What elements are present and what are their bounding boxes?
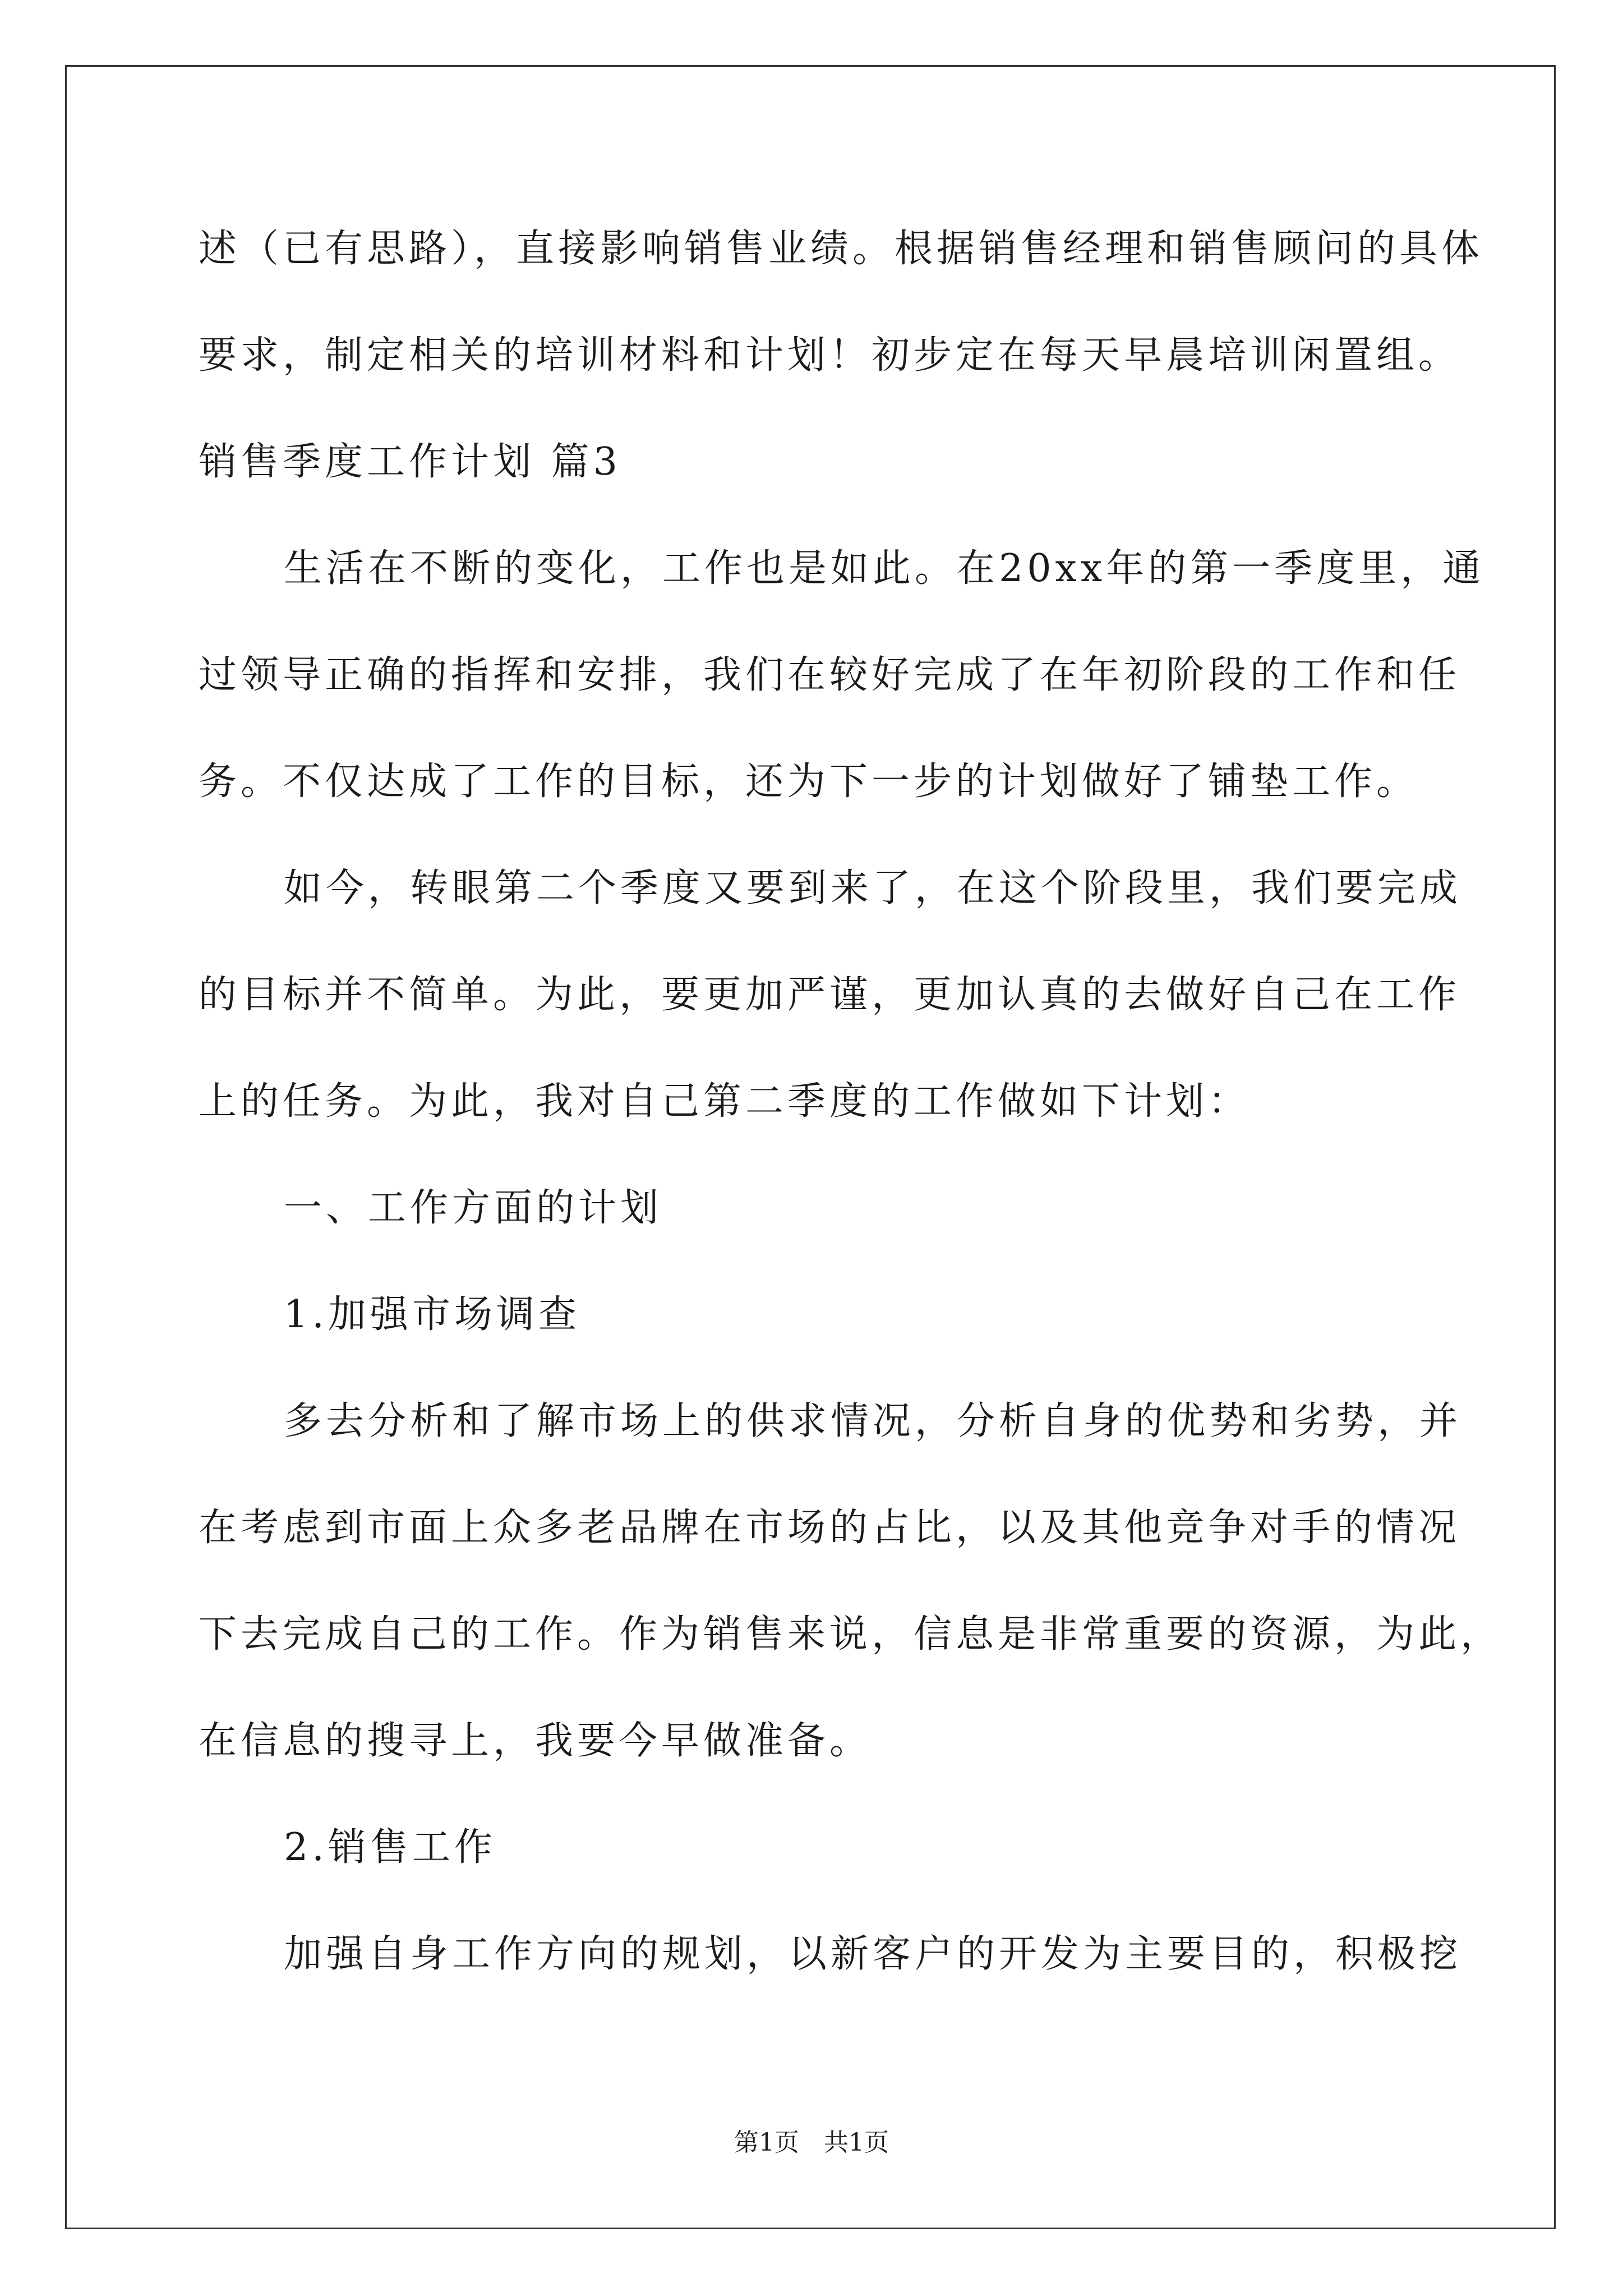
subheading-1: 一、工作方面的计划 [284,1186,663,1230]
page-border [65,65,1556,2229]
page-footer: 第1页 共1页 [734,2128,889,2157]
body-line-5: 务。不仅达成了工作的目标，还为下一步的计划做好了铺垫工作。 [199,760,1419,804]
body-line-2: 要求，制定相关的培训材料和计划！初步定在每天早晨培训闲置组。 [199,333,1461,378]
body-line-4: 过领导正确的指挥和安排，我们在较好完成了在年初阶段的工作和任 [199,653,1461,697]
body-line-12: 在信息的搜寻上，我要今早做准备。 [199,1719,872,1763]
body-line-11: 下去完成自己的工作。作为销售来说，信息是非常重要的资源，为此， [199,1612,1503,1657]
body-line-9: 多去分析和了解市场上的供求情况，分析自身的优势和劣势，并 [284,1399,1462,1443]
subheading-1-1: 1.加强市场调查 [284,1292,580,1337]
body-line-10: 在考虑到市面上众多老品牌在市场的占比，以及其他竞争对手的情况 [199,1506,1461,1550]
body-line-3: 生活在不断的变化，工作也是如此。在20xx年的第一季度里，通 [284,546,1485,591]
section-heading: 销售季度工作计划 篇3 [199,440,621,484]
body-line-7: 的目标并不简单。为此，要更加严谨，更加认真的去做好自己在工作 [199,973,1461,1017]
body-line-1: 述（已有思路），直接影响销售业绩。根据销售经理和销售顾问的具体 [199,227,1484,271]
body-line-13: 加强自身工作方向的规划，以新客户的开发为主要目的，积极挖 [284,1932,1462,1976]
body-line-8: 上的任务。为此，我对自己第二季度的工作做如下计划： [199,1079,1251,1124]
subheading-1-2: 2.销售工作 [284,1825,496,1870]
body-line-6: 如今，转眼第二个季度又要到来了，在这个阶段里，我们要完成 [284,866,1462,910]
